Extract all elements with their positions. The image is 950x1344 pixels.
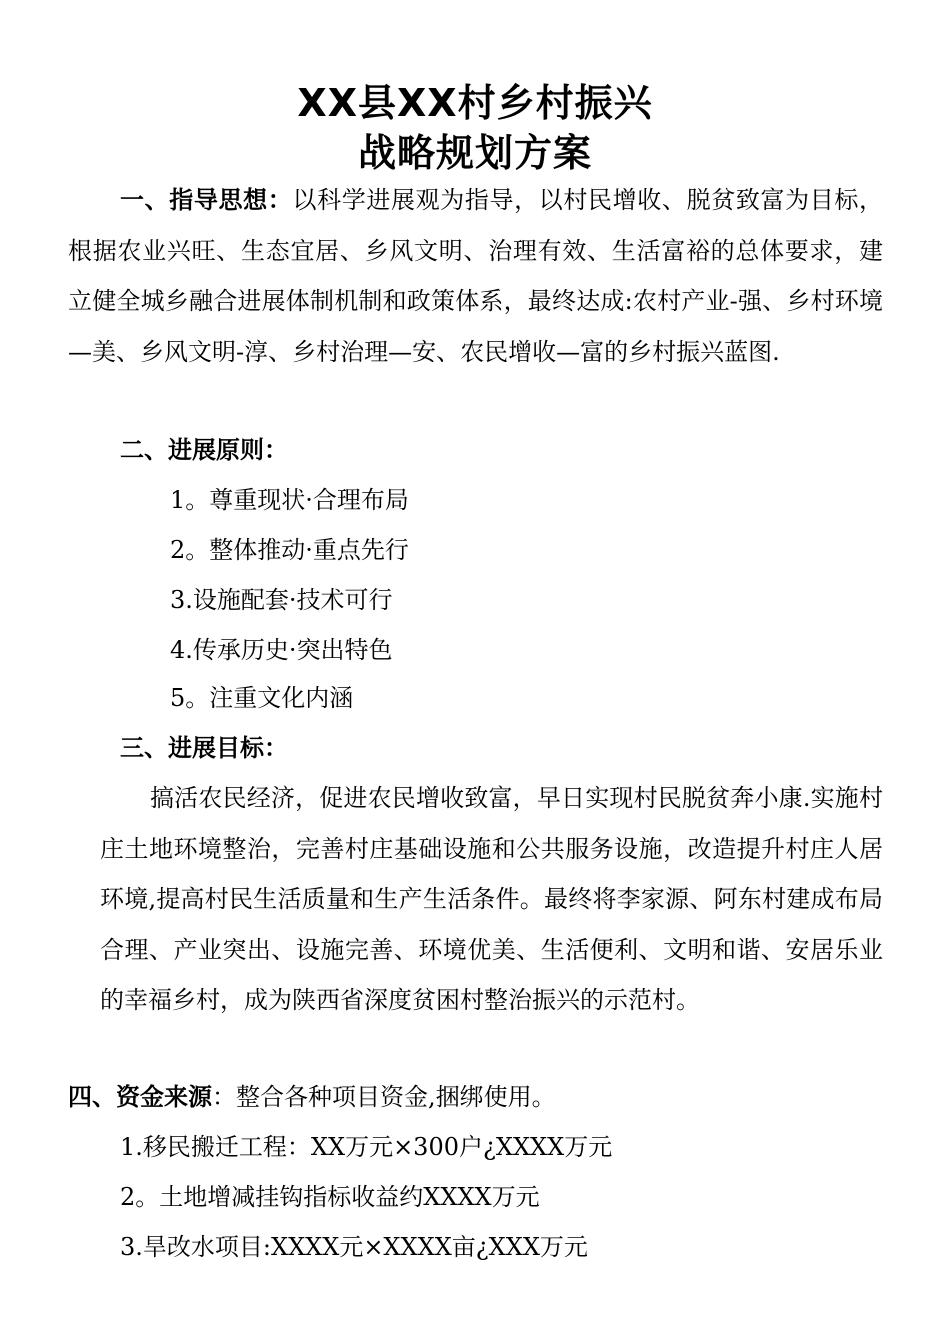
funding-source-label: 四、资金来源 [68,1083,212,1111]
funding-source-text: ：整合各种项目资金,捆绑使用。 [212,1083,556,1111]
principle-item-2: 2。整体推动·重点先行 [170,536,409,564]
document-title-line-2: 战略规划方案 [357,131,592,175]
document-title-line-1: XX县XX村乡村振兴 [297,81,653,125]
principle-item-4: 4.传承历史·突出特色 [170,636,393,664]
principles-heading: 二、进展原则： [120,436,288,464]
guiding-ideology-paragraph [68,175,883,377]
goals-paragraph: 搞活农民经济，促进农民增收致富，早日实现村民脱贫奔小康.实施村庄土地环境整治，完善村庄基础设施和公共服务设施，改造提升村庄人居环境,提高村民生活质量和生产生活条件。最终将李家源、阿东村建成布局合理、产业突出、设施完善、环境优美、生活便利、文明和谐、安居乐业的幸福乡村，成为陕西省深度贫困村整治振兴的示范村。 [100,784,883,1014]
funding-item-1: 1.移民搬迁工程：XX万元×300户¿XXXX万元 [120,1133,613,1161]
guiding-ideology-label: 一、指导思想： [120,186,293,214]
principle-item-5: 5。注重文化内涵 [170,684,354,712]
goals-heading: 三、进展目标： [120,734,288,762]
funding-item-3: 3.旱改水项目:XXXX元×XXXX亩¿XXX万元 [120,1233,588,1261]
funding-item-2: 2。土地增减挂钩指标收益约XXXX万元 [120,1183,540,1211]
funding-source-line [68,1072,556,1122]
principle-item-3: 3.设施配套·技术可行 [170,586,393,614]
principle-item-1: 1。尊重现状·合理布局 [170,486,409,514]
guiding-ideology-text: 以科学进展观为指导，以村民增收、脱贫致富为目标，根据农业兴旺、生态宜居、乡风文明、治理有效、生活富裕的总体要求，建立健全城乡融合进展体制机制和政策体系，最终达成:农村产业-强、乡村环境—美、乡风文明-淳、乡村治理—安、农民增收—富的乡村振兴蓝图. [68,186,884,366]
